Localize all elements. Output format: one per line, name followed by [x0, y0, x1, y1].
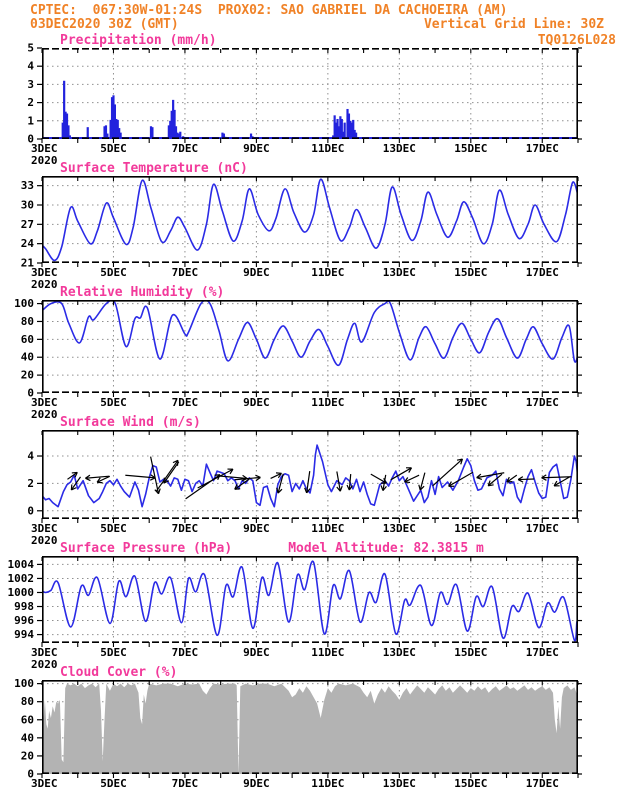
svg-text:15DEC: 15DEC [454, 522, 488, 535]
svg-text:9DEC: 9DEC [243, 646, 270, 659]
svg-text:9DEC: 9DEC [243, 522, 270, 535]
svg-text:13DEC: 13DEC [382, 142, 416, 155]
svg-text:11DEC: 11DEC [311, 522, 345, 535]
svg-text:15DEC: 15DEC [454, 646, 488, 659]
svg-text:994: 994 [14, 628, 34, 642]
panel-cloud-cover [0, 665, 618, 790]
svg-text:60: 60 [20, 713, 34, 727]
svg-text:1002: 1002 [7, 571, 34, 585]
svg-text:20: 20 [20, 368, 34, 382]
svg-text:100: 100 [14, 297, 34, 311]
svg-text:11DEC: 11DEC [311, 777, 345, 790]
svg-text:2020: 2020 [31, 408, 58, 421]
svg-text:17DEC: 17DEC [525, 777, 559, 790]
svg-text:17DEC: 17DEC [525, 396, 559, 409]
svg-text:21: 21 [20, 256, 34, 270]
station-location-title: CPTEC: 067:30W-01:24S PROX02: SAO GABRIEL DA CACHOEIRA (AM) [30, 3, 508, 18]
vertical-grid-line-label: Vertical Grid Line: 30Z [423, 17, 604, 32]
svg-text:2: 2 [27, 96, 34, 110]
header-line-1 [0, 0, 618, 18]
svg-text:15DEC: 15DEC [454, 396, 488, 409]
svg-text:9DEC: 9DEC [243, 266, 270, 279]
svg-text:11DEC: 11DEC [311, 396, 345, 409]
svg-text:5DEC: 5DEC [100, 266, 127, 279]
svg-text:2: 2 [27, 476, 34, 490]
svg-text:13DEC: 13DEC [382, 646, 416, 659]
svg-text:4: 4 [27, 59, 34, 73]
svg-text:3: 3 [27, 77, 34, 91]
svg-text:3DEC: 3DEC [31, 142, 58, 155]
svg-text:60: 60 [20, 332, 34, 346]
panel-relative-humidity [0, 285, 618, 421]
precipitation-title: Precipitation (mm/h) [60, 33, 217, 48]
svg-text:80: 80 [20, 314, 34, 328]
svg-text:80: 80 [20, 695, 34, 709]
svg-text:9DEC: 9DEC [243, 777, 270, 790]
svg-text:5DEC: 5DEC [100, 646, 127, 659]
precipitation-chart [0, 41, 618, 167]
svg-text:13DEC: 13DEC [382, 522, 416, 535]
svg-text:13DEC: 13DEC [382, 396, 416, 409]
surface-wind-chart [0, 430, 618, 547]
panel-surface-pressure [0, 541, 618, 671]
svg-text:998: 998 [14, 600, 34, 614]
svg-text:3DEC: 3DEC [31, 396, 58, 409]
svg-text:7DEC: 7DEC [171, 142, 199, 155]
svg-text:11DEC: 11DEC [311, 646, 345, 659]
svg-text:9DEC: 9DEC [243, 396, 270, 409]
svg-text:0: 0 [27, 767, 34, 781]
svg-text:5: 5 [27, 41, 34, 55]
svg-text:5DEC: 5DEC [100, 777, 127, 790]
svg-text:7DEC: 7DEC [171, 266, 199, 279]
svg-text:11DEC: 11DEC [311, 266, 345, 279]
svg-text:1004: 1004 [7, 557, 34, 571]
surface-wind-title: Surface Wind (m/s) [60, 415, 201, 430]
svg-text:15DEC: 15DEC [454, 142, 488, 155]
svg-text:17DEC: 17DEC [525, 142, 559, 155]
panel-precipitation [0, 33, 618, 167]
svg-text:20: 20 [20, 749, 34, 763]
svg-text:2020: 2020 [31, 154, 58, 167]
svg-text:9DEC: 9DEC [243, 142, 270, 155]
svg-text:3DEC: 3DEC [31, 777, 58, 790]
relative-humidity-title: Relative Humidity (%) [60, 285, 225, 300]
svg-text:4: 4 [27, 449, 34, 463]
header-line-2 [0, 18, 618, 32]
cloud-cover-chart [0, 677, 618, 790]
surface-temperature-title: Surface Temperature (nC) [60, 161, 248, 176]
svg-text:2020: 2020 [31, 658, 58, 671]
svg-text:17DEC: 17DEC [525, 522, 559, 535]
svg-text:27: 27 [20, 217, 34, 231]
svg-text:7DEC: 7DEC [171, 777, 199, 790]
relative-humidity-chart [0, 297, 618, 421]
svg-text:5DEC: 5DEC [100, 396, 127, 409]
surface-pressure-title: Surface Pressure (hPa) [60, 541, 233, 556]
svg-text:11DEC: 11DEC [311, 142, 345, 155]
svg-text:15DEC: 15DEC [454, 266, 488, 279]
svg-text:7DEC: 7DEC [171, 522, 199, 535]
svg-text:17DEC: 17DEC [525, 266, 559, 279]
cloud-cover-title: Cloud Cover (%) [60, 665, 178, 680]
surface-pressure-chart [0, 556, 618, 671]
svg-text:40: 40 [20, 350, 34, 364]
svg-text:3DEC: 3DEC [31, 266, 58, 279]
svg-text:5DEC: 5DEC [100, 142, 127, 155]
svg-text:100: 100 [14, 677, 34, 691]
svg-text:3DEC: 3DEC [31, 646, 58, 659]
svg-text:5DEC: 5DEC [100, 522, 127, 535]
svg-text:13DEC: 13DEC [382, 777, 416, 790]
svg-text:0: 0 [27, 386, 34, 400]
svg-text:13DEC: 13DEC [382, 266, 416, 279]
svg-text:33: 33 [20, 179, 34, 193]
surface-temperature-chart [0, 176, 618, 291]
svg-text:7DEC: 7DEC [171, 646, 199, 659]
svg-text:1: 1 [27, 114, 34, 128]
svg-text:3DEC: 3DEC [31, 522, 58, 535]
model-altitude-label: Model Altitude: 82.3815 m [288, 541, 484, 556]
svg-text:996: 996 [14, 614, 34, 628]
run-id-label: TQ0126L028 [537, 33, 616, 48]
svg-text:30: 30 [20, 198, 34, 212]
run-datetime-label: 03DEC2020 30Z (GMT) [30, 17, 179, 32]
svg-text:7DEC: 7DEC [171, 396, 199, 409]
svg-text:15DEC: 15DEC [454, 777, 488, 790]
svg-text:40: 40 [20, 731, 34, 745]
svg-text:2020: 2020 [31, 278, 58, 291]
svg-text:17DEC: 17DEC [525, 646, 559, 659]
panel-surface-temperature [0, 161, 618, 291]
svg-text:24: 24 [20, 237, 34, 251]
svg-text:1000: 1000 [7, 585, 34, 599]
svg-text:0: 0 [27, 504, 34, 518]
svg-text:2020: 2020 [31, 534, 58, 547]
svg-text:0: 0 [27, 132, 34, 146]
panel-surface-wind [0, 415, 618, 547]
